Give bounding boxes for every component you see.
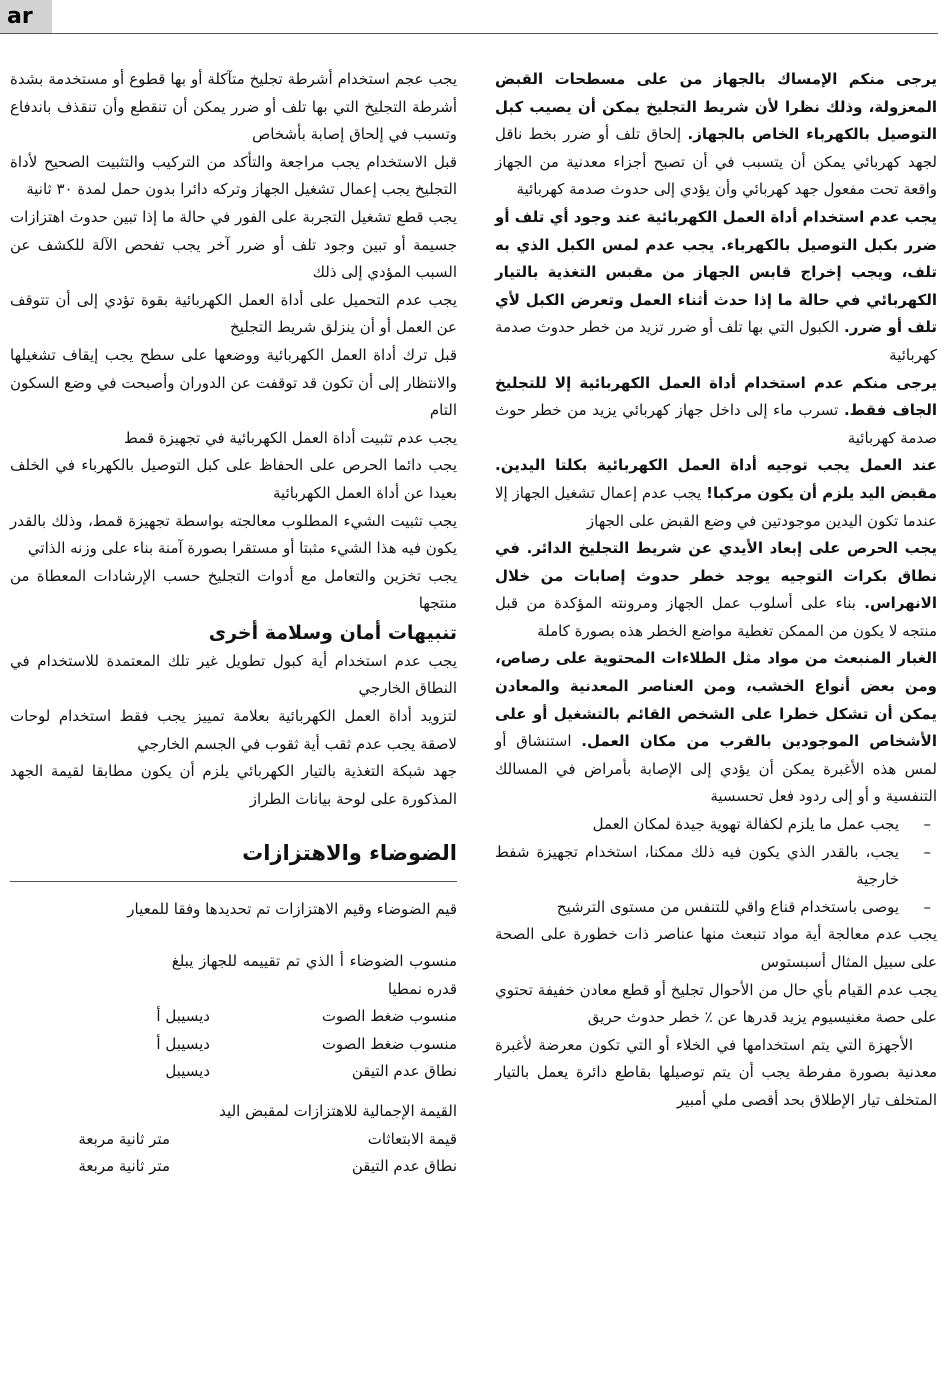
noise-spec-row (10, 1031, 457, 1059)
warning-paragraph-damaged-cable (495, 204, 937, 370)
dust-bullet-list (495, 811, 937, 921)
noise-spec-row (10, 948, 457, 1003)
right-column (495, 66, 937, 1115)
bold-text: يجب عدم استخدام أداة العمل الكهربائية عند وجود أي تلف أو ضرر بكبل التوصيل بالكهرباء. يجب عدم لمس الكبل الذي به تلف، ويجب إخراج قابس الجهاز من مقبس التغذية بالتيار الكهربائي في حالة ما إذا حدث أثناء العمل وتعرض الكبل لأي تلف أو ضرر. (495, 207, 937, 337)
body-text: بناء على أسلوب عمل الجهاز ومرونته المؤكدة من قبل منتجه لا يكون من الممكن تغطية مواضع الخطر هذه بصورة كاملة (495, 594, 937, 640)
warning-paragraph: يجب قطع تشغيل التجربة على الفور في حالة ما إذا تبين حدوث اهتزازات جسيمة أو تبين وجود تلف أو ضرر آخر يجب تفحص الآلة للكشف عن السبب المؤدي إلى ذلك (10, 207, 457, 282)
header-rule (0, 33, 938, 34)
spacer (10, 1086, 457, 1098)
spec-label: منسوب الضوضاء أ الذي تم تقييمه للجهاز يبلغ قدره نمطيا (171, 952, 457, 998)
bold-text: يجب الحرص على إبعاد الأيدي عن شريط التجليخ الدائر. في نطاق بكرات التوجيه يوجد خطر حدوث إصابات من خلال الانهراس. (495, 539, 937, 613)
warning-paragraph: يجب تثبيت الشيء المطلوب معالجته بواسطة تجهيزة قمط، وذلك بالقدر يكون فيه هذا الشيء مثبتا أو مستقرا بصورة آمنة بناء على وزنه الذاتي (10, 511, 457, 558)
spec-label: نطاق عدم التيقن (351, 1157, 457, 1176)
safety-paragraph: لتزويد أداة العمل الكهربائية بعلامة تمييز يجب فقط استخدام لوحات لاصقة يجب عدم ثقب أية ثقوب في الجسم الخارجي (10, 707, 457, 753)
list-item: – يجب عمل ما يلزم لكفالة تهوية جيدة لمكان العمل (495, 811, 937, 839)
safety-paragraph: جهد شبكة التغذية بالتيار الكهربائي يلزم أن يكون مطابقا لقيمة الجهد المذكورة على لوحة بيانات الطراز (10, 762, 457, 808)
spec-label: منسوب ضغط الصوت (321, 1034, 457, 1053)
warning-paragraph-two-hands (495, 452, 937, 535)
warning-paragraph: يجب دائما الحرص على الحفاظ على كبل التوصيل بالكهرباء في الخلف بعيدا عن أداة العمل الكهربائية (10, 456, 457, 502)
warning-paragraph-magnesium: يجب عدم القيام بأي حال من الأحوال تجليخ أو قطع معادن خفيفة تحتوي على حصة مغنيسيوم يزيد قدرها عن ٪ خطر حدوث حريق (495, 980, 937, 1027)
noise-intro: قيم الضوضاء وقيم الاهتزازات تم تحديدها وفقا للمعيار (127, 900, 457, 919)
spec-unit: ديسيبل (165, 1062, 210, 1081)
warning-paragraph-hands-away (495, 535, 937, 645)
spec-unit: ديسيبل أ (156, 1034, 210, 1053)
list-item: – يوصى باستخدام قناع واقي للتنفس من مستوى الترشيح (495, 894, 937, 922)
warning-paragraph-asbestos: يجب عدم معالجة أية مواد تنبعث منها عناصر ذات خطورة على الصحة على سبيل المثال أسبستوس (495, 925, 937, 971)
list-item: – يجب، بالقدر الذي يكون فيه ذلك ممكنا، استخدام تجهيزة شفط خارجية (495, 839, 937, 894)
noise-section-heading: الضوضاء والاهتزازات (242, 841, 457, 866)
warning-paragraph-rcd: الأجهزة التي يتم استخدامها في الخلاء أو التي تكون معرضة لأغبرة معدنية بصورة مفرطة يجب أن يتم توصيلها بقاطع دائرة يعمل بالتيار المتخلف تيار الإطلاق بحد أقصى ملي أمبير (495, 1035, 937, 1109)
bold-text: يرجى منكم الإمساك بالجهاز من على مسطحات القبض المعزولة، وذلك نظرا لأن شريط التجليخ يمكن أن يصيب كبل التوصيل بالكهرباء الخاص بالجهاز. (495, 70, 938, 144)
warning-paragraph-insulated-grip (495, 66, 937, 204)
spec-unit: متر ثانية مربعة (78, 1129, 170, 1148)
left-column (10, 66, 457, 1181)
warning-paragraph: يجب تخزين والتعامل مع أدوات التجليخ حسب الإرشادات المعطاة من منتجها (10, 566, 457, 613)
noise-spec-row (10, 1003, 457, 1031)
bold-text: يرجى منكم عدم استخدام أداة العمل الكهربائية إلا للتجليخ الجاف فقط. (495, 373, 937, 420)
safety-paragraph: يجب عدم استخدام أية كبول تطويل غير تلك المعتمدة للاستخدام في النطاق الخارجي (10, 651, 457, 698)
spec-unit: متر ثانية مربعة (78, 1157, 170, 1176)
warning-paragraph: يجب عدم تثبيت أداة العمل الكهربائية في تجهيزة قمط (123, 428, 457, 447)
body-text: استنشاق أو لمس هذه الأغبرة يمكن أن يؤدي إلى الإصابة بأمراض في المسالك التنفسية و أو إلى ردود فعل تحسسية (495, 732, 937, 806)
noise-spec-row (10, 1058, 457, 1086)
bold-text: عند العمل يجب توجيه أداة العمل الكهربائية بكلتا اليدين. مقبض اليد يلزم أن يكون مركبا! (495, 456, 937, 502)
spec-label: قيمة الابتعاثات (367, 1129, 457, 1148)
body-text: إلحاق تلف أو ضرر بخط ناقل لجهد كهربائي يمكن أن يتسبب في أن تصبح أجزاء معدنية من الجهاز واقعة تحت مفعول جهد كهربائي وأن يؤدي إلى حدوث صدمة كهربائية (495, 125, 937, 199)
warning-paragraph: يجب عدم التحميل على أداة العمل الكهربائية بقوة تؤدي إلى أن تتوقف عن العمل أو أن ينزلق شريط التجليخ (10, 290, 457, 337)
body-text: الكبول التي بها تلف أو ضرر تزيد من خطر حدوث صدمة كهربائية (495, 318, 937, 364)
vibration-spec-row (10, 1126, 457, 1154)
spec-label: منسوب ضغط الصوت (321, 1007, 457, 1026)
warning-paragraph-dry-sanding (495, 370, 937, 453)
warning-paragraph-dust (495, 645, 937, 811)
body-text: تسرب ماء إلى داخل جهاز كهربائي يزيد من خطر حوث صدمة كهربائية (495, 401, 937, 447)
warning-paragraph: قبل ترك أداة العمل الكهربائية ووضعها على سطح يجب إيقاف تشغيلها والانتظار إلى أن تكون قد توقفت عن الدوران وأصبحت في وضع السكون التام (10, 345, 457, 420)
vibration-spec-row (10, 1153, 457, 1181)
body-text: يجب عدم إعمال تشغيل الجهاز إلا عندما تكون اليدين موجودتين في وضع القبض على الجهاز (495, 483, 937, 530)
safety-subheading: تنبيهات أمان وسلامة أخرى (208, 621, 457, 644)
warning-paragraph: يجب عجم استخدام أشرطة تجليخ متآكلة أو بها قطوع أو مستخدمة بشدة أشرطة التجليخ التي بها تلف أو ضرر يمكن أن تنقطع وأن تنقذف باندفاع وتسبب في إلحاق إصابة بأشخاص (10, 70, 457, 144)
spec-label: نطاق عدم التيقن (351, 1062, 457, 1081)
spec-unit (10, 948, 172, 1003)
warning-paragraph: قبل الاستخدام يجب مراجعة والتأكد من التركيب والتثبيت الصحيح لأداة التجليخ يجب إعمال تشغيل الجهاز وتركه دائرا بدون حمل لمدة ٣٠ ثانية (10, 152, 457, 199)
spec-unit: ديسيبل أ (156, 1007, 210, 1026)
language-tab: ar (0, 0, 52, 33)
vibration-title: القيمة الإجمالية للاهتزازات لمقبض اليد (219, 1102, 457, 1120)
section-rule (10, 881, 457, 882)
bold-text: الغبار المنبعث من مواد مثل الطلاءات المحتوية على رصاص، ومن بعض أنواع الخشب، ومن العناصر المعدنية والمعادن يمكن أن تشكل خطرا على الشخص القائم بالتشغيل أو على الأشخاص الموجودين بالقرب من مكان العمل. (495, 649, 937, 751)
